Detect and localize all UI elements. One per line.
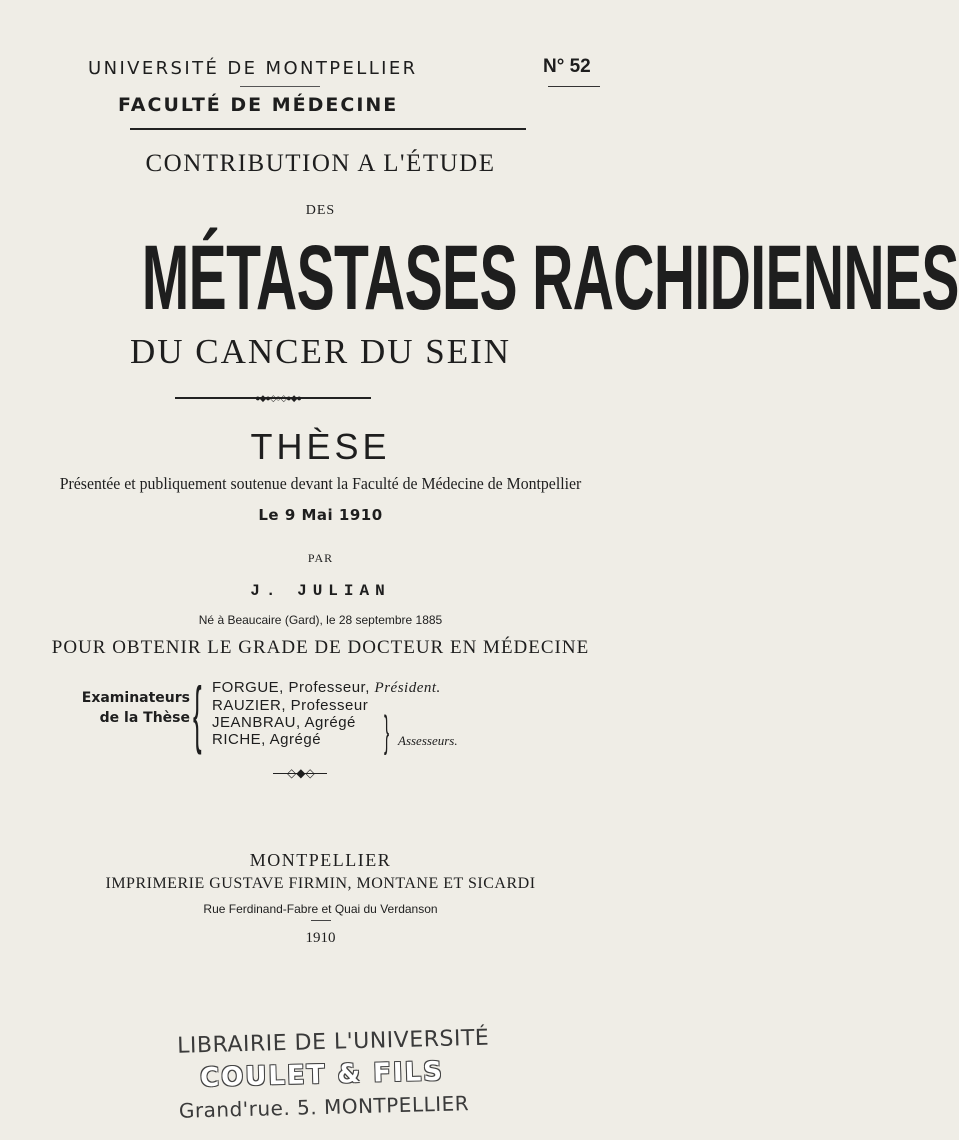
title-line-des: DES	[305, 203, 336, 218]
jury-label-line1: Examinateurs	[81, 690, 190, 706]
number-underline	[548, 86, 600, 87]
jury-member: RAUZIER, Professeur	[212, 697, 369, 714]
header-divider	[130, 128, 526, 130]
imprint-year: 1910	[305, 930, 336, 946]
university-underline	[240, 86, 320, 87]
thesis-heading: THÈSE	[250, 426, 391, 467]
stamp-line1: LIBRAIRIE DE L'UNIVERSITÉ	[176, 1025, 490, 1059]
imprint-address: Rue Ferdinand-Fabre et Quai du Verdanson	[203, 902, 438, 916]
jury-member: JEANBRAU, Agrégé	[212, 714, 356, 731]
title-subject: DU CANCER DU SEIN	[129, 332, 512, 371]
by-label: PAR	[307, 551, 334, 565]
assessors-brace: }	[384, 707, 390, 756]
ornament-center: ●◆●◇○◇●◆●	[255, 393, 301, 403]
defense-date: Le 9 Mai 1910	[258, 506, 383, 524]
small-ornament-center: ◇◆◇	[287, 766, 315, 780]
jury-member: FORGUE, Professeur, Président.	[212, 679, 441, 696]
jury-label-line2: de la Thèse	[99, 710, 190, 726]
author-birth: Né à Beaucaire (Gard), le 28 septembre 1885	[198, 613, 443, 627]
assessors-label: Assesseurs.	[398, 733, 458, 748]
university-name: UNIVERSITÉ DE MONTPELLIER	[88, 58, 418, 79]
imprint-printer: IMPRIMERIE GUSTAVE FIRMIN, MONTANE ET SICARDI	[105, 875, 536, 892]
thesis-number: N° 52	[543, 56, 591, 77]
jury-brace: {	[193, 672, 202, 755]
stamp-line3: Grand'rue. 5. MONTPELLIER	[178, 1091, 470, 1123]
stamp-line2: COULET & FILS	[199, 1056, 445, 1094]
degree-purpose: POUR OBTENIR LE GRADE DE DOCTEUR EN MÉDECINE	[51, 637, 590, 658]
presentation-statement: Présentée et publiquement soutenue devant la Faculté de Médecine de Montpellier	[59, 474, 582, 493]
imprint-divider	[311, 920, 331, 921]
title-line-contribution: CONTRIBUTION A L'ÉTUDE	[145, 150, 496, 177]
faculty-name: FACULTÉ DE MÉDECINE	[118, 94, 399, 116]
jury-member: RICHE, Agrégé	[212, 731, 322, 748]
imprint-city: MONTPELLIER	[249, 850, 392, 870]
jury-label	[62, 688, 190, 728]
author-name: J. JULIAN	[250, 582, 391, 600]
bookseller-stamp	[176, 1024, 490, 1126]
title-main: MÉTASTASES RACHIDIENNES	[141, 227, 959, 329]
